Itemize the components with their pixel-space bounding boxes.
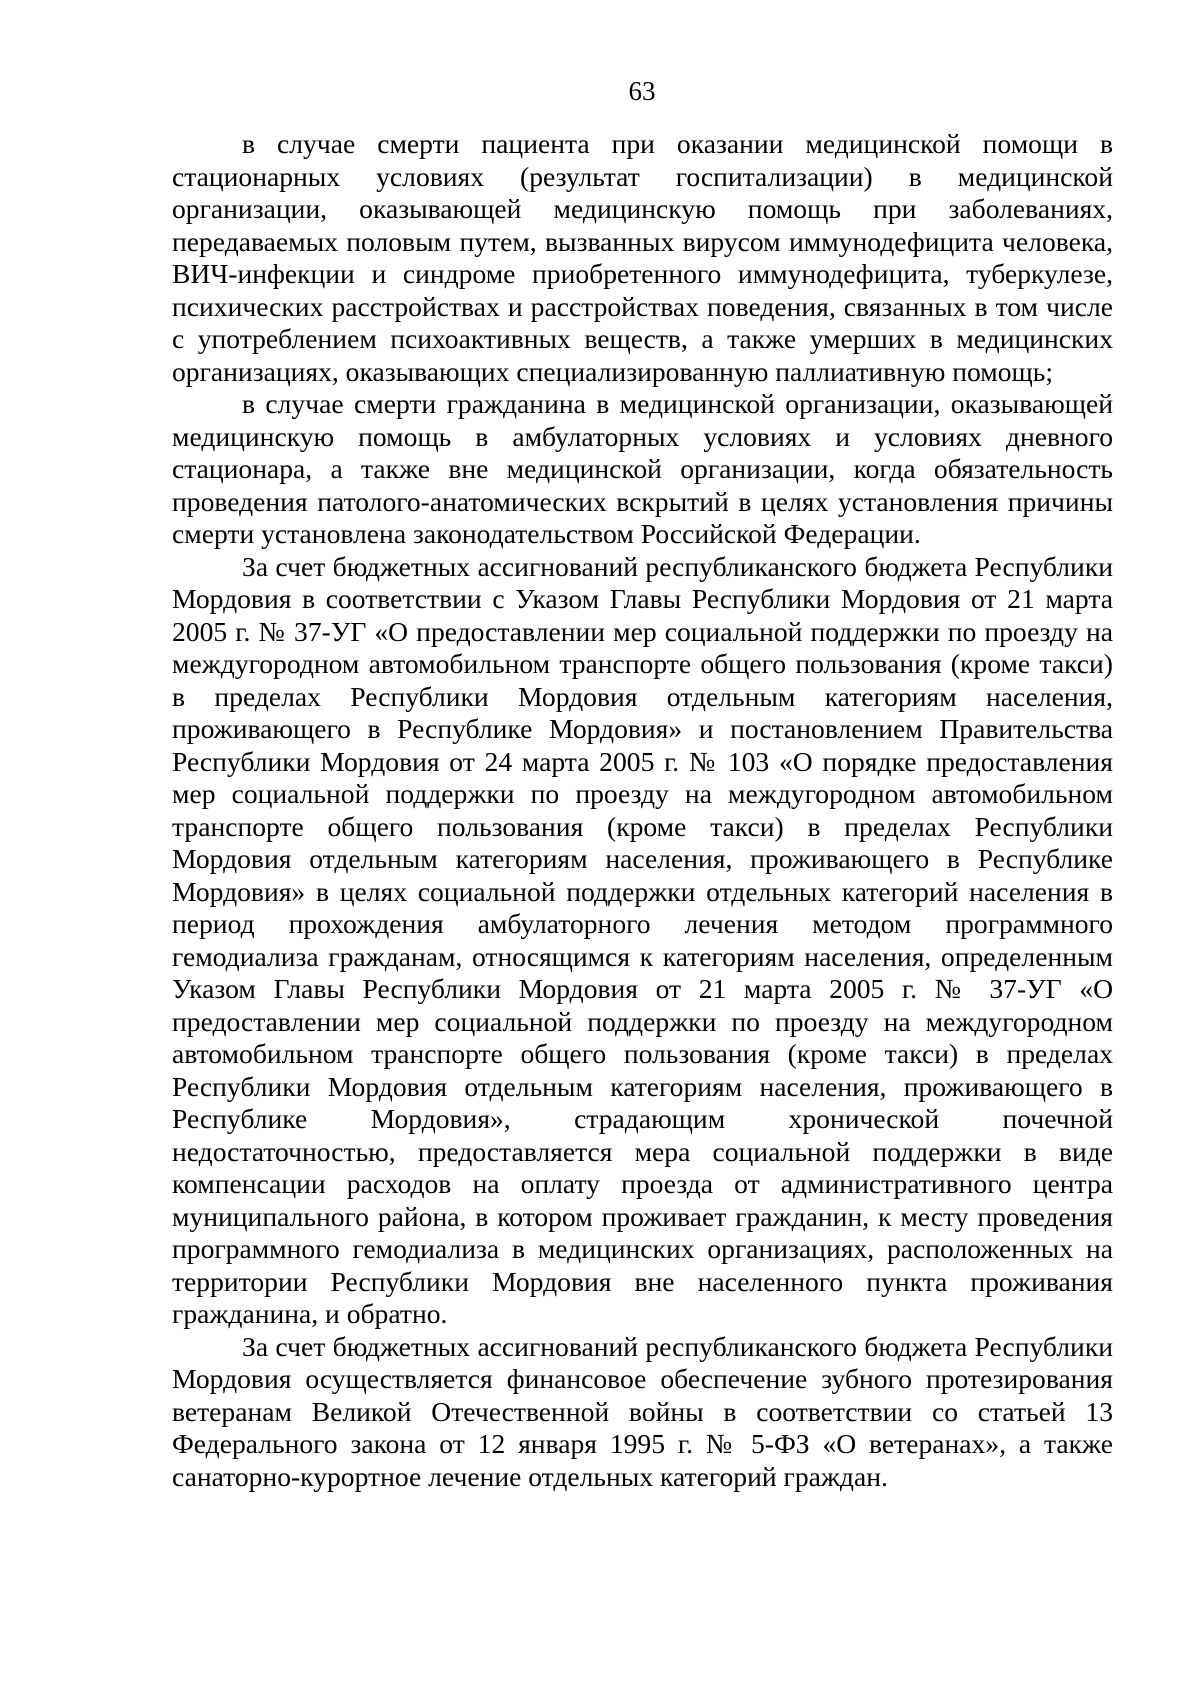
paragraph-hemodialysis-travel: За счет бюджетных ассигнований республиканского бюджета Республики Мордовия в соответствии с Указом Главы Республики Мордовия от 21 марта 2005 г. № 37-УГ «О предоставлении мер социальной поддержки по проезду на междугородном автомобильном транспорте общего пользования (кроме такси) в пределах Республики Мордовия отдельным категориям населения, проживающего в Республике Мордовия» и постановлением Правительства Республики Мордовия от 24 марта 2005 г. № 103 «О порядке предоставления мер социальной поддержки по проезду на междугородном автомобильном транспорте общего пользования (кроме такси) в пределах Республики Мордовия отдельным категориям населения, проживающего в Республике Мордовия» в целях социальной поддержки отдельных категорий населения в период прохождения амбулаторного лечения методом программного гемодиализа гражданам, относящимся к категориям населения, определенным Указом Главы Республики Мордовия от 21 марта 2005 г. № 37-УГ «О предоставлении мер социальной поддержки по проезду на междугородном автомобильном транспорте общего пользования (кроме такси) в пределах Республики Мордовия отдельным категориям населения, проживающего в Республике Мордовия», страдающим хронической почечной недостаточностью, предоставляется мера социальной поддержки в виде компенсации расходов на оплату проезда от административного центра муниципального района, в котором проживает гражданин, к месту проведения программного гемодиализа в медицинских организациях, расположенных на территории Республики Мордовия вне населенного пункта проживания гражданина, и обратно. — [172, 550, 1113, 1329]
paragraph-inpatient-death: в случае смерти пациента при оказании медицинской помощи в стационарных условиях (результат госпитализации) в медицинской организации, оказывающей медицинскую помощь при заболеваниях, передаваемых половым путем, вызванных вирусом иммунодефицита человека, ВИЧ-инфекции и синдроме приобретенного иммунодефицита, туберкулезе, психических расстройствах и расстройствах поведения, связанных в том числе с употреблением психоактивных веществ, а также умерших в медицинских организациях, оказывающих специализированную паллиативную помощь; — [172, 128, 1113, 387]
body-text — [172, 128, 1113, 1493]
paragraph-outpatient-death: в случае смерти гражданина в медицинской организации, оказывающей медицинскую помощь в амбулаторных условиях и условиях дневного стационара, а также вне медицинской организации, когда обязательность проведения патолого-анатомических вскрытий в целях установления причины смерти установлена законодательством Российской Федерации. — [172, 388, 1113, 549]
paragraph-veterans-dental: За счет бюджетных ассигнований республиканского бюджета Республики Мордовия осуществляется финансовое обеспечение зубного протезирования ветеранам Великой Отечественной войны в соответствии со статьей 13 Федерального закона от 12 января 1995 г. № 5-ФЗ «О ветеранах», а также санаторно-курортное лечение отдельных категорий граждан. — [172, 1330, 1113, 1492]
page-number: 63 — [628, 76, 656, 106]
